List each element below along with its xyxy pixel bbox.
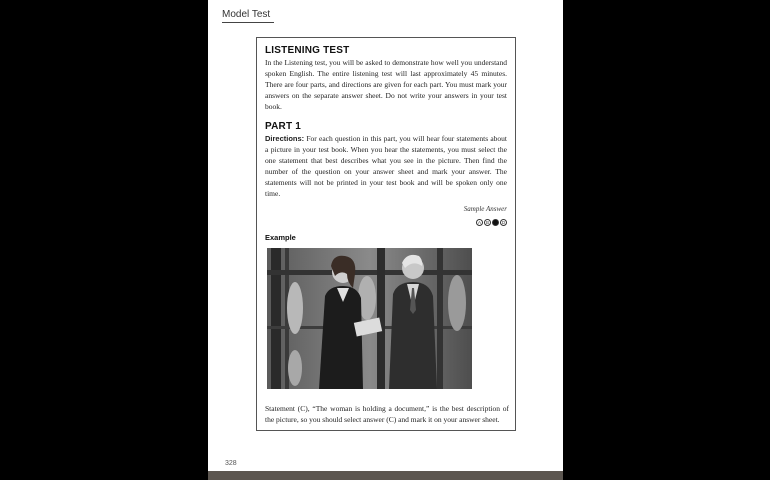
bubble-d: D xyxy=(501,220,506,226)
sample-answer-bubbles xyxy=(265,214,507,224)
example-photo-illustration xyxy=(267,248,472,389)
listening-heading: LISTENING TEST xyxy=(265,45,350,56)
example-caption: Statement (C), “The woman is holding a document,” is the best description of the picture, so you should select answer (C) and mark it on your answer sheet. xyxy=(265,404,509,424)
listening-intro: In the Listening test, you will be asked to demonstrate how well you understand spoken English. The entire listening test will last approximately 45 minutes. There are four parts, and directions are given for each part. You must mark your answers on the separate answer sheet. Do not write your answers in your test book. xyxy=(265,58,507,111)
example-label: Example xyxy=(265,233,296,242)
example-photo xyxy=(267,248,472,389)
bubble-c-selected: C xyxy=(493,220,498,226)
part1-directions xyxy=(265,133,507,199)
bottom-bar xyxy=(208,471,563,480)
directions-text: For each question in this part, you will hear four statements about a picture in your test book. When you hear the statements, you must select the one statement that best describes what you see in the picture. Then find the number of the question on your answer sheet and mark your answer. The statements will not be printed in your test book and will be spoken only one time. xyxy=(265,134,507,198)
page-number: 328 xyxy=(225,460,237,467)
directions-label: Directions: xyxy=(265,134,305,143)
bubble-a: A xyxy=(477,220,481,226)
running-header: Model Test xyxy=(222,9,271,20)
bubble-b: B xyxy=(485,220,489,226)
book-page xyxy=(208,0,563,480)
part1-heading: PART 1 xyxy=(265,121,302,132)
sample-answer-label: Sample Answer xyxy=(463,205,507,213)
header-rule xyxy=(222,22,274,23)
content-box xyxy=(256,37,516,431)
